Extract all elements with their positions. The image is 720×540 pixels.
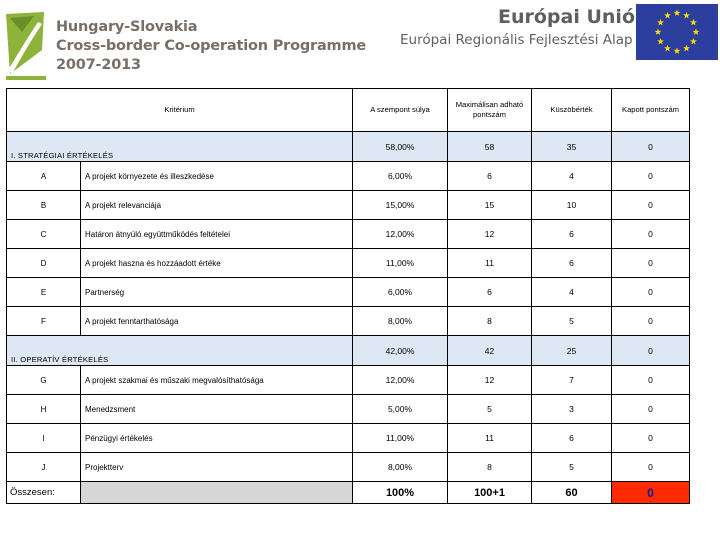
criterion-name: A projekt relevanciája [81,191,353,220]
criterion-received: 0 [612,278,690,307]
criterion-name: A projekt szakmai és műszaki megvalósíthatósága [81,366,353,395]
criterion-code: C [7,220,81,249]
criterion-threshold: 6 [532,220,612,249]
totals-label: Összesen: [7,482,81,504]
section-received: 0 [612,132,690,162]
criterion-name: Pénzügyi értékelés [81,424,353,453]
criterion-received: 0 [612,191,690,220]
section-max-points: 58 [448,132,532,162]
table-row [7,249,690,278]
criterion-weight: 15,00% [353,191,448,220]
criterion-max-points: 8 [448,307,532,336]
eu-flag-icon [636,4,718,60]
totals-received: 0 [612,482,690,504]
criterion-code: G [7,366,81,395]
criterion-max-points: 5 [448,395,532,424]
criterion-weight: 6,00% [353,162,448,191]
programme-logo [4,10,48,80]
criterion-max-points: 8 [448,453,532,482]
criterion-name: A projekt környezete és illeszkedése [81,162,353,191]
section-row [7,336,690,366]
criterion-name: Projektterv [81,453,353,482]
criterion-name: A projekt haszna és hozzáadott értéke [81,249,353,278]
criterion-name: Határon átnyúló együttműködés feltételei [81,220,353,249]
received-header: Kapott pontszám [612,89,690,132]
criterion-name: Partnerség [81,278,353,307]
table-row [7,453,690,482]
programme-line-3: 2007-2013 [56,57,141,73]
criterion-threshold: 4 [532,278,612,307]
section-weight: 58,00% [353,132,448,162]
table-row [7,395,690,424]
table-row [7,191,690,220]
criterion-code: B [7,191,81,220]
section-received: 0 [612,336,690,366]
criterion-threshold: 4 [532,162,612,191]
criterion-code: I [7,424,81,453]
programme-name [56,18,366,75]
eu-subtitle: Európai Regionális Fejlesztési Alap [400,32,633,48]
criterion-code: F [7,307,81,336]
section-title: I. STRATÉGIAI ÉRTÉKELÉS [7,132,353,162]
criterion-threshold: 6 [532,424,612,453]
header-row [7,89,690,132]
criterion-max-points: 15 [448,191,532,220]
criterion-received: 0 [612,249,690,278]
table-row [7,366,690,395]
section-threshold: 25 [532,336,612,366]
section-threshold: 35 [532,132,612,162]
threshold-header: Küszöbérték [532,89,612,132]
criterion-received: 0 [612,453,690,482]
programme-line-1: Hungary-Slovakia [56,19,198,35]
criterion-code: A [7,162,81,191]
criterion-code: H [7,395,81,424]
criterion-code: J [7,453,81,482]
section-row [7,132,690,162]
programme-line-2: Cross-border Co-operation Programme [56,38,367,54]
section-weight: 42,00% [353,336,448,366]
criterion-received: 0 [612,162,690,191]
criterion-max-points: 12 [448,366,532,395]
eu-title: Európai Unió [498,6,635,28]
criterion-header: Kritérium [7,89,353,132]
criterion-weight: 11,00% [353,424,448,453]
criterion-threshold: 10 [532,191,612,220]
max-points-header: Maximálisan adható pontszám [448,89,532,132]
criterion-threshold: 6 [532,249,612,278]
criterion-received: 0 [612,366,690,395]
criterion-name: Menedzsment [81,395,353,424]
criterion-weight: 8,00% [353,453,448,482]
criterion-weight: 8,00% [353,307,448,336]
section-title: II. OPERATÍV ÉRTÉKELÉS [7,336,353,366]
criterion-received: 0 [612,307,690,336]
totals-threshold: 60 [532,482,612,504]
criterion-weight: 5,00% [353,395,448,424]
weight-header: A szempont súlya [353,89,448,132]
criterion-name: A projekt fenntarthatósága [81,307,353,336]
totals-max-points: 100+1 [448,482,532,504]
criterion-weight: 11,00% [353,249,448,278]
criterion-received: 0 [612,220,690,249]
table-row [7,162,690,191]
criterion-weight: 12,00% [353,366,448,395]
totals-weight: 100% [353,482,448,504]
criterion-threshold: 3 [532,395,612,424]
criterion-max-points: 6 [448,162,532,191]
section-max-points: 42 [448,336,532,366]
criterion-weight: 12,00% [353,220,448,249]
criterion-max-points: 6 [448,278,532,307]
table-row [7,424,690,453]
criterion-threshold: 5 [532,453,612,482]
table-row [7,307,690,336]
table-row [7,278,690,307]
criterion-received: 0 [612,395,690,424]
totals-spacer [81,482,353,504]
criterion-weight: 6,00% [353,278,448,307]
criterion-threshold: 7 [532,366,612,395]
criterion-max-points: 11 [448,249,532,278]
criterion-code: D [7,249,81,278]
evaluation-table [6,88,690,504]
criterion-code: E [7,278,81,307]
criterion-max-points: 12 [448,220,532,249]
table-row [7,220,690,249]
criterion-threshold: 5 [532,307,612,336]
totals-row [7,482,690,504]
criterion-received: 0 [612,424,690,453]
criterion-max-points: 11 [448,424,532,453]
